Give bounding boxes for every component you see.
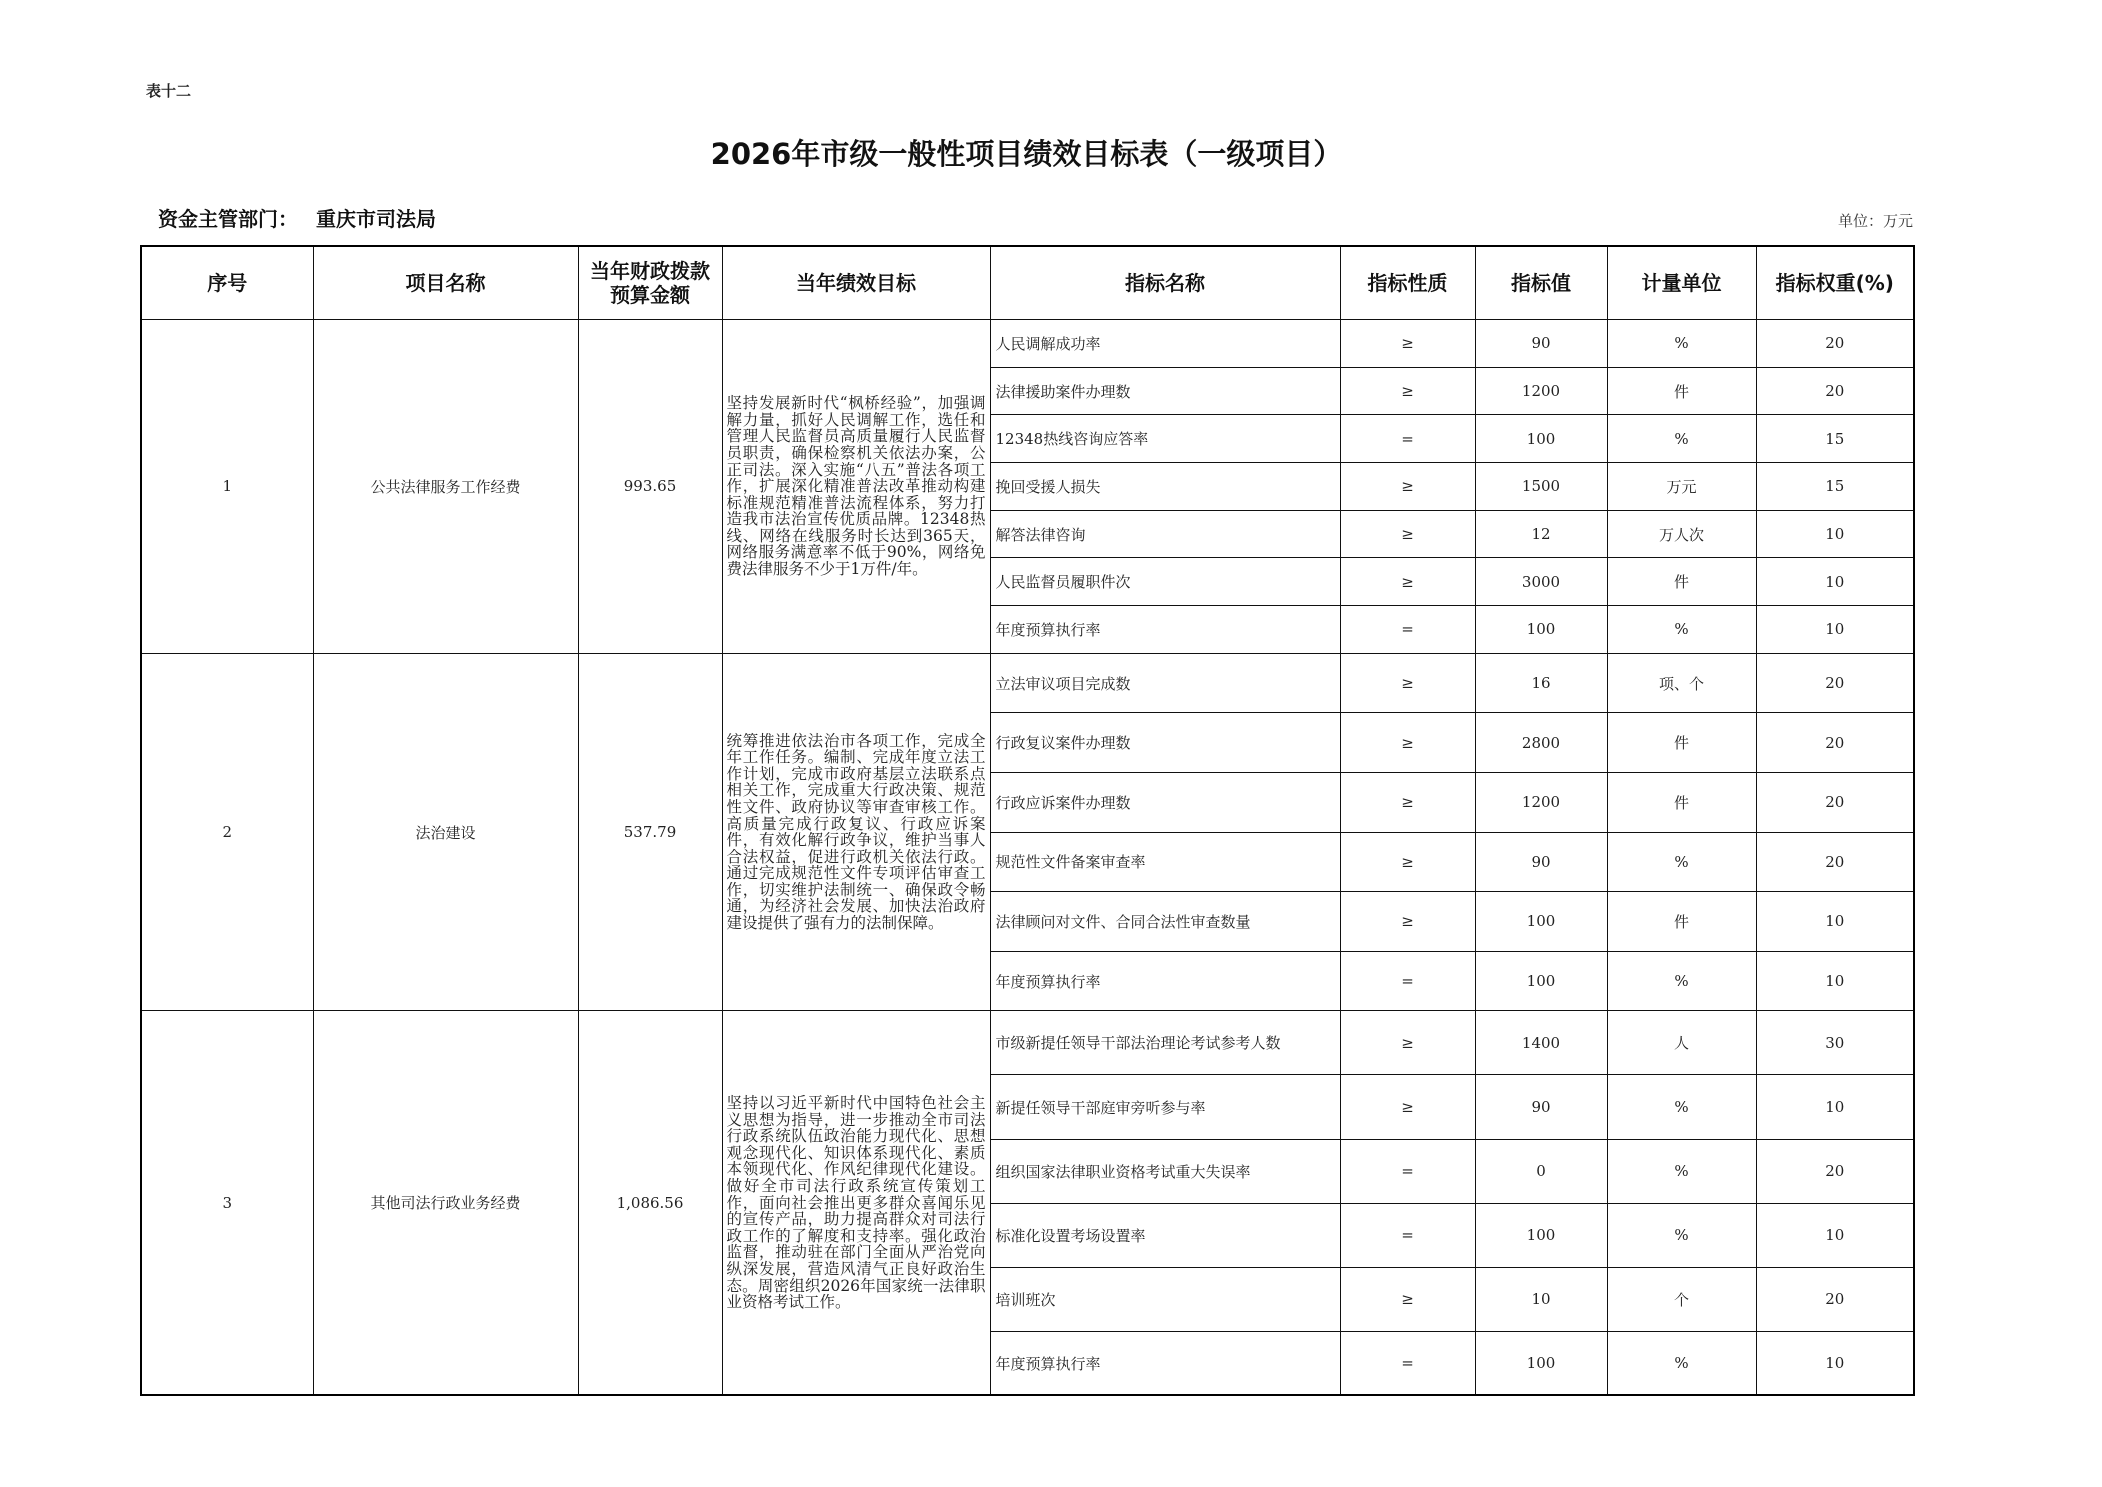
header-nature: 指标性质 xyxy=(1340,246,1475,320)
project-name: 法治建设 xyxy=(313,653,578,1011)
indicator-value: 1200 xyxy=(1475,367,1607,415)
indicator-weight: 20 xyxy=(1756,1267,1914,1331)
indicator-unit: % xyxy=(1607,606,1756,654)
indicator-name: 规范性文件备案审查率 xyxy=(990,832,1340,892)
indicator-name: 人民监督员履职件次 xyxy=(990,558,1340,606)
indicator-nature: ≥ xyxy=(1340,1075,1475,1139)
indicator-weight: 20 xyxy=(1756,653,1914,713)
project-goal: 统筹推进依法治市各项工作，完成全年工作任务。编制、完成年度立法工作计划，完成市政府基层立法联系点相关工作，完成重大行政决策、规范性文件、政府协议等审查审核工作。高质量完成行政复议、行政应诉案件，有效化解行政争议，维护当事人合法权益，促进行政机关依法行政。通过完成规范性文件专项评估审查工作，切实维护法制统一、确保政令畅通，为经济社会发展、加快法治政府建设提供了强有力的法制保障。 xyxy=(722,653,990,1011)
indicator-nature: ≥ xyxy=(1340,510,1475,558)
header-seq: 序号 xyxy=(141,246,313,320)
indicator-weight: 15 xyxy=(1756,463,1914,511)
indicator-name: 立法审议项目完成数 xyxy=(990,653,1340,713)
indicator-value: 90 xyxy=(1475,1075,1607,1139)
project-seq: 2 xyxy=(141,653,313,1011)
indicator-name: 年度预算执行率 xyxy=(990,606,1340,654)
indicator-unit: 件 xyxy=(1607,713,1756,773)
header-row xyxy=(141,246,1914,320)
indicator-value: 90 xyxy=(1475,320,1607,368)
table-row xyxy=(141,1011,1914,1075)
indicator-unit: 件 xyxy=(1607,558,1756,606)
indicator-weight: 10 xyxy=(1756,558,1914,606)
indicator-name: 12348热线咨询应答率 xyxy=(990,415,1340,463)
indicator-value: 100 xyxy=(1475,951,1607,1011)
indicator-unit: % xyxy=(1607,415,1756,463)
indicator-value: 1400 xyxy=(1475,1011,1607,1075)
header-indicator: 指标名称 xyxy=(990,246,1340,320)
indicator-name: 新提任领导干部庭审旁听参与率 xyxy=(990,1075,1340,1139)
header-goal: 当年绩效目标 xyxy=(722,246,990,320)
indicator-name: 培训班次 xyxy=(990,1267,1340,1331)
indicator-name: 组织国家法律职业资格考试重大失误率 xyxy=(990,1139,1340,1203)
table-body xyxy=(141,320,1914,1396)
indicator-name: 行政应诉案件办理数 xyxy=(990,773,1340,833)
indicator-value: 100 xyxy=(1475,1331,1607,1395)
indicator-nature: ≥ xyxy=(1340,367,1475,415)
project-seq: 3 xyxy=(141,1011,313,1396)
indicator-name: 年度预算执行率 xyxy=(990,951,1340,1011)
indicator-unit: % xyxy=(1607,951,1756,1011)
indicator-name: 年度预算执行率 xyxy=(990,1331,1340,1395)
indicator-nature: = xyxy=(1340,1203,1475,1267)
indicator-unit: 项、个 xyxy=(1607,653,1756,713)
indicator-nature: = xyxy=(1340,415,1475,463)
header-budget: 当年财政拨款预算金额 xyxy=(578,246,722,320)
indicator-unit: 件 xyxy=(1607,367,1756,415)
indicator-unit: % xyxy=(1607,1203,1756,1267)
indicator-value: 12 xyxy=(1475,510,1607,558)
performance-table xyxy=(140,245,1915,1396)
indicator-unit: 件 xyxy=(1607,892,1756,952)
indicator-nature: = xyxy=(1340,1331,1475,1395)
indicator-unit: 人 xyxy=(1607,1011,1756,1075)
indicator-value: 0 xyxy=(1475,1139,1607,1203)
indicator-weight: 30 xyxy=(1756,1011,1914,1075)
project-name: 公共法律服务工作经费 xyxy=(313,320,578,654)
indicator-nature: = xyxy=(1340,951,1475,1011)
indicator-weight: 20 xyxy=(1756,1139,1914,1203)
indicator-weight: 10 xyxy=(1756,1203,1914,1267)
project-budget: 1,086.56 xyxy=(578,1011,722,1396)
indicator-value: 1500 xyxy=(1475,463,1607,511)
indicator-unit: 万元 xyxy=(1607,463,1756,511)
indicator-value: 90 xyxy=(1475,832,1607,892)
indicator-nature: ≥ xyxy=(1340,773,1475,833)
indicator-nature: ≥ xyxy=(1340,558,1475,606)
indicator-weight: 15 xyxy=(1756,415,1914,463)
header-project-name: 项目名称 xyxy=(313,246,578,320)
indicator-value: 16 xyxy=(1475,653,1607,713)
indicator-weight: 10 xyxy=(1756,606,1914,654)
indicator-name: 行政复议案件办理数 xyxy=(990,713,1340,773)
indicator-weight: 10 xyxy=(1756,1075,1914,1139)
indicator-name: 人民调解成功率 xyxy=(990,320,1340,368)
indicator-value: 2800 xyxy=(1475,713,1607,773)
indicator-nature: ≥ xyxy=(1340,713,1475,773)
project-seq: 1 xyxy=(141,320,313,654)
indicator-weight: 20 xyxy=(1756,713,1914,773)
unit-note: 单位：万元 xyxy=(1837,212,1913,230)
indicator-unit: % xyxy=(1607,1075,1756,1139)
indicator-value: 1200 xyxy=(1475,773,1607,833)
project-goal: 坚持发展新时代“枫桥经验”，加强调解力量，抓好人民调解工作，选任和管理人民监督员高质量履行人民监督员职责，确保检察机关依法办案，公正司法。深入实施“八五”普法各项工作，扩展深化精准普法改革推动构建标准规范精准普法流程体系，努力打造我市法治宣传优质品牌。12348热线、网络在线服务时长达到365天，网络服务满意率不低于90%，网络免费法律服务不少于1万件/年。 xyxy=(722,320,990,654)
indicator-unit: % xyxy=(1607,320,1756,368)
project-goal: 坚持以习近平新时代中国特色社会主义思想为指导，进一步推动全市司法行政系统队伍政治能力现代化、思想观念现代化、知识体系现代化、素质本领现代化、作风纪律现代化建设。做好全市司法行政系统宣传策划工作，面向社会推出更多群众喜闻乐见的宣传产品，助力提高群众对司法行政工作的了解度和支持率。强化政治监督，推动驻在部门全面从严治党向纵深发展，营造风清气正良好政治生态。周密组织2026年国家统一法律职业资格考试工作。 xyxy=(722,1011,990,1396)
indicator-weight: 20 xyxy=(1756,320,1914,368)
indicator-unit: 个 xyxy=(1607,1267,1756,1331)
indicator-unit: % xyxy=(1607,832,1756,892)
indicator-nature: ≥ xyxy=(1340,653,1475,713)
indicator-nature: = xyxy=(1340,606,1475,654)
indicator-value: 100 xyxy=(1475,1203,1607,1267)
indicator-nature: ≥ xyxy=(1340,463,1475,511)
indicator-nature: ≥ xyxy=(1340,1011,1475,1075)
header-unit: 计量单位 xyxy=(1607,246,1756,320)
indicator-nature: ≥ xyxy=(1340,892,1475,952)
project-name: 其他司法行政业务经费 xyxy=(313,1011,578,1396)
indicator-weight: 20 xyxy=(1756,773,1914,833)
document-title: 2026年市级一般性项目绩效目标表（一级项目） xyxy=(710,137,1343,171)
indicator-nature: = xyxy=(1340,1139,1475,1203)
indicator-weight: 10 xyxy=(1756,951,1914,1011)
project-budget: 993.65 xyxy=(578,320,722,654)
indicator-name: 法律援助案件办理数 xyxy=(990,367,1340,415)
table-row xyxy=(141,653,1914,713)
table-number: 表十二 xyxy=(146,82,192,100)
indicator-name: 标准化设置考场设置率 xyxy=(990,1203,1340,1267)
indicator-nature: ≥ xyxy=(1340,320,1475,368)
indicator-value: 100 xyxy=(1475,415,1607,463)
header-value: 指标值 xyxy=(1475,246,1607,320)
indicator-name: 法律顾问对文件、合同合法性审查数量 xyxy=(990,892,1340,952)
indicator-value: 3000 xyxy=(1475,558,1607,606)
table-row xyxy=(141,320,1914,368)
header-weight: 指标权重(%) xyxy=(1756,246,1914,320)
indicator-name: 解答法律咨询 xyxy=(990,510,1340,558)
indicator-value: 10 xyxy=(1475,1267,1607,1331)
indicator-value: 100 xyxy=(1475,892,1607,952)
indicator-name: 市级新提任领导干部法治理论考试参考人数 xyxy=(990,1011,1340,1075)
indicator-weight: 20 xyxy=(1756,367,1914,415)
indicator-weight: 20 xyxy=(1756,832,1914,892)
indicator-nature: ≥ xyxy=(1340,832,1475,892)
indicator-nature: ≥ xyxy=(1340,1267,1475,1331)
indicator-unit: 件 xyxy=(1607,773,1756,833)
indicator-unit: % xyxy=(1607,1139,1756,1203)
department-name: 重庆市司法局 xyxy=(316,207,436,231)
indicator-unit: 万人次 xyxy=(1607,510,1756,558)
indicator-unit: % xyxy=(1607,1331,1756,1395)
project-budget: 537.79 xyxy=(578,653,722,1011)
department-label: 资金主管部门： xyxy=(158,207,298,231)
indicator-name: 挽回受援人损失 xyxy=(990,463,1340,511)
indicator-weight: 10 xyxy=(1756,1331,1914,1395)
indicator-weight: 10 xyxy=(1756,892,1914,952)
indicator-weight: 10 xyxy=(1756,510,1914,558)
department-line xyxy=(158,203,454,232)
indicator-value: 100 xyxy=(1475,606,1607,654)
